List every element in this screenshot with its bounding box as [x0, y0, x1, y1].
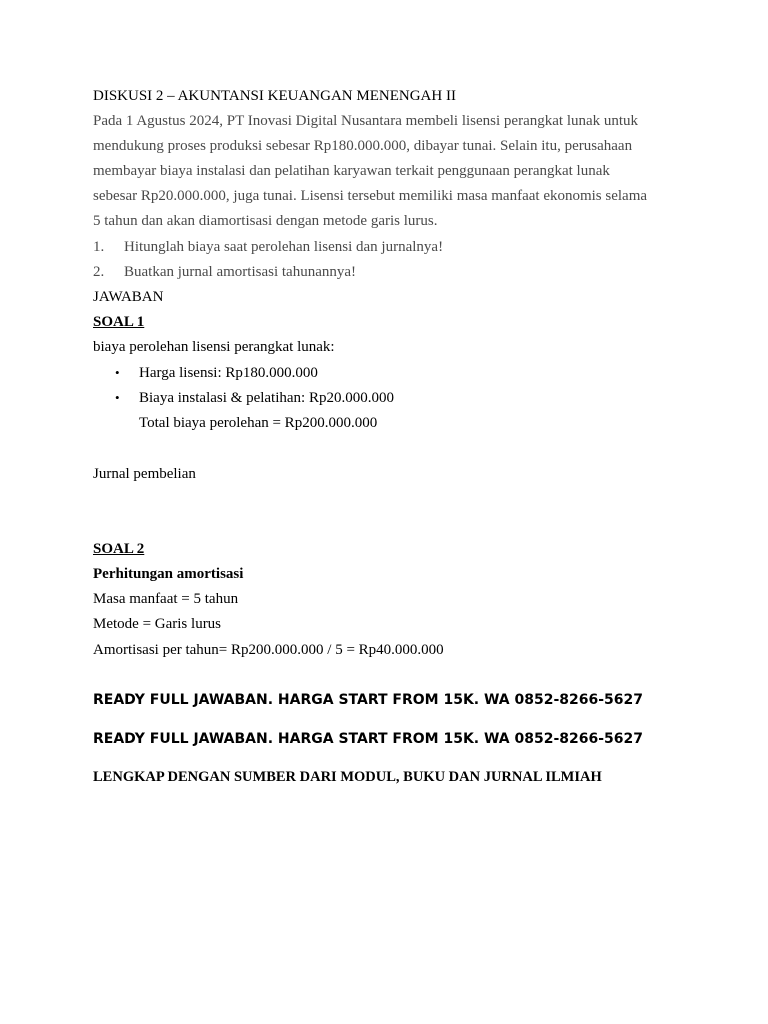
paragraph-line: 5 tahun dan akan diamortisasi dengan metode garis lurus. [93, 213, 438, 229]
question-text: Buatkan jurnal amortisasi tahunannya! [124, 264, 357, 280]
question-item [93, 262, 356, 282]
list-item [115, 388, 394, 408]
answer-heading: JAWABAN [93, 289, 164, 305]
bullet-icon: • [115, 390, 120, 405]
list-item-text: Harga lisensi: Rp180.000.000 [139, 365, 318, 381]
question-number: 2. [93, 264, 105, 280]
document-title: DISKUSI 2 – AKUNTANSI KEUANGAN MENENGAH II [93, 88, 456, 104]
soal2-line: Metode = Garis lurus [93, 616, 222, 632]
bullet-icon: • [115, 365, 120, 380]
question-item [93, 237, 443, 257]
paragraph-line: Pada 1 Agustus 2024, PT Inovasi Digital Nusantara membeli lisensi perangkat lunak untuk [93, 113, 639, 129]
paragraph-line: sebesar Rp20.000.000, juga tunai. Lisensi tersebut memiliki masa manfaat ekonomis selama [93, 188, 648, 204]
promo-text: READY FULL JAWABAN. HARGA START FROM 15K. WA 0852-8266-5627 [93, 692, 644, 708]
paragraph-line: mendukung proses produksi sebesar Rp180.000.000, dibayar tunai. Selain itu, perusahaan [93, 138, 633, 154]
journal-label: Jurnal pembelian [93, 466, 196, 482]
soal2-line: Masa manfaat = 5 tahun [93, 591, 239, 607]
soal2-heading: SOAL 2 [93, 541, 145, 557]
soal1-intro: biaya perolehan lisensi perangkat lunak: [93, 339, 335, 355]
question-text: Hitunglah biaya saat perolehan lisensi dan jurnalnya! [124, 239, 444, 255]
list-item-text: Biaya instalasi & pelatihan: Rp20.000.000 [139, 390, 394, 406]
footer-note: LENGKAP DENGAN SUMBER DARI MODUL, BUKU DAN JURNAL ILMIAH [93, 769, 602, 785]
promo-text: READY FULL JAWABAN. HARGA START FROM 15K. WA 0852-8266-5627 [93, 731, 644, 747]
list-item [115, 363, 318, 383]
soal1-heading: SOAL 1 [93, 314, 145, 330]
soal2-line: Amortisasi per tahun= Rp200.000.000 / 5 = Rp40.000.000 [93, 642, 444, 658]
total-cost: Total biaya perolehan = Rp200.000.000 [139, 415, 378, 431]
question-number: 1. [93, 239, 105, 255]
paragraph-line: membayar biaya instalasi dan pelatihan karyawan terkait penggunaan perangkat lunak [93, 163, 610, 179]
soal2-subheading: Perhitungan amortisasi [93, 566, 244, 582]
